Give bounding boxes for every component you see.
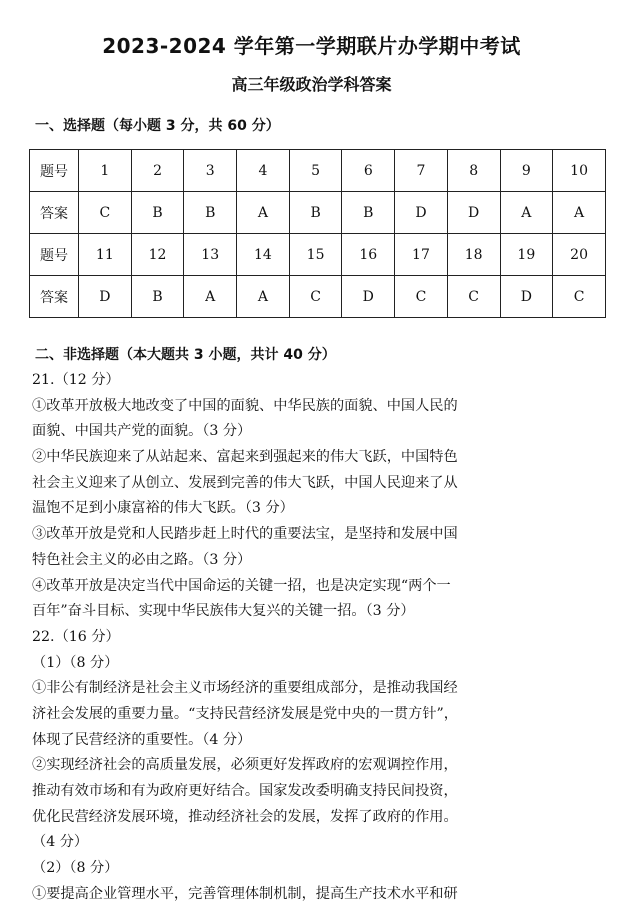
section1-heading: 一、选择题（每小题 3 分，共 60 分） <box>35 118 280 134</box>
table-cell: B <box>289 192 342 234</box>
text-line: 特色社会主义的必由之路。（3 分） <box>32 551 252 568</box>
table-cell: D <box>500 276 553 318</box>
answer-table <box>29 149 606 318</box>
table-cell: 6 <box>342 150 395 192</box>
table-cell: 12 <box>131 234 184 276</box>
text-line: 百年”奋斗目标、实现中华民族伟大复兴的关键一招。（3 分） <box>32 603 415 620</box>
table-cell: 19 <box>500 234 553 276</box>
table-cell: 16 <box>342 234 395 276</box>
table-cell: 3 <box>184 150 237 192</box>
table-cell: A <box>184 276 237 318</box>
table-cell: B <box>184 192 237 234</box>
table-cell: 17 <box>395 234 448 276</box>
document-title: 2023-2024 学年第一学期联片办学期中考试 <box>102 34 521 58</box>
text-line: （2）（8 分） <box>32 860 119 877</box>
table-cell: 9 <box>500 150 553 192</box>
text-line: 社会主义迎来了从创立、发展到完善的伟大飞跃，中国人民迎来了从 <box>32 474 458 491</box>
text-line: 22.（16 分） <box>32 628 120 645</box>
answer-body <box>32 368 592 907</box>
table-cell: B <box>342 192 395 234</box>
document-subtitle: 高三年级政治学科答案 <box>231 75 392 94</box>
text-line: 推动有效市场和有为政府更好结合。国家发改委明确支持民间投资， <box>32 783 458 799</box>
row-header-cell: 答案 <box>30 192 79 234</box>
table-cell: D <box>342 276 395 318</box>
table-cell: A <box>553 192 606 234</box>
table-cell: B <box>131 192 184 234</box>
table-cell: C <box>79 192 132 234</box>
table-cell: 7 <box>395 150 448 192</box>
row-header-cell: 题号 <box>30 150 79 192</box>
table-cell: D <box>395 192 448 234</box>
table-cell: 18 <box>447 234 500 276</box>
text-line: 面貌、中国共产党的面貌。（3 分） <box>32 423 252 440</box>
table-cell: D <box>79 276 132 318</box>
table-cell: 15 <box>289 234 342 276</box>
text-line: ①非公有制经济是社会主义市场经济的重要组成部分，是推动我国经 <box>32 680 458 697</box>
table-cell: 11 <box>79 234 132 276</box>
text-line: ③改革开放是党和人民踏步赶上时代的重要法宝，是坚持和发展中国 <box>32 526 458 543</box>
row-header-cell: 题号 <box>30 234 79 276</box>
table-cell: A <box>237 276 290 318</box>
table-cell: 5 <box>289 150 342 192</box>
table-cell: 1 <box>79 150 132 192</box>
table-cell: C <box>395 276 448 318</box>
section2-heading: 二、非选择题（本大题共 3 小题，共计 40 分） <box>35 347 336 363</box>
table-cell: 10 <box>553 150 606 192</box>
table-row <box>30 234 606 276</box>
row-header-cell: 答案 <box>30 276 79 318</box>
text-line: ①改革开放极大地改变了中国的面貌、中华民族的面貌、中国人民的 <box>32 397 458 414</box>
table-cell: A <box>500 192 553 234</box>
table-cell: C <box>289 276 342 318</box>
table-cell: 2 <box>131 150 184 192</box>
text-line: 优化民营经济发展环境，推动经济社会的发展，发挥了政府的作用。 <box>32 808 458 825</box>
text-line: ②实现经济社会的高质量发展，必须更好发挥政府的宏观调控作用， <box>32 757 458 774</box>
table-cell: 14 <box>237 234 290 276</box>
table-cell: C <box>553 276 606 318</box>
table-cell: 8 <box>447 150 500 192</box>
table-cell: D <box>447 192 500 234</box>
text-line: ②中华民族迎来了从站起来、富起来到强起来的伟大飞跃，中国特色 <box>32 449 458 466</box>
table-cell: 20 <box>553 234 606 276</box>
text-line: 济社会发展的重要力量。“支持民营经济发展是党中央的一贯方针”， <box>32 705 458 722</box>
text-line: 21.（12 分） <box>32 372 120 388</box>
table-row <box>30 192 606 234</box>
table-cell: 13 <box>184 234 237 276</box>
table-cell: 4 <box>237 150 290 192</box>
text-line: （4 分） <box>32 834 89 851</box>
text-line: ①要提高企业管理水平，完善管理体制机制，提高生产技术水平和研 <box>32 885 458 902</box>
text-line: （1）（8 分） <box>32 654 119 671</box>
text-line: 温饱不足到小康富裕的伟大飞跃。（3 分） <box>32 500 294 517</box>
table-row <box>30 150 606 192</box>
table-cell: B <box>131 276 184 318</box>
text-line: ④改革开放是决定当代中国命运的关键一招，也是决定实现“两个一 <box>32 577 451 594</box>
table-cell: A <box>237 192 290 234</box>
text-line: 体现了民营经济的重要性。（4 分） <box>32 731 252 748</box>
table-cell: C <box>447 276 500 318</box>
table-row <box>30 276 606 318</box>
